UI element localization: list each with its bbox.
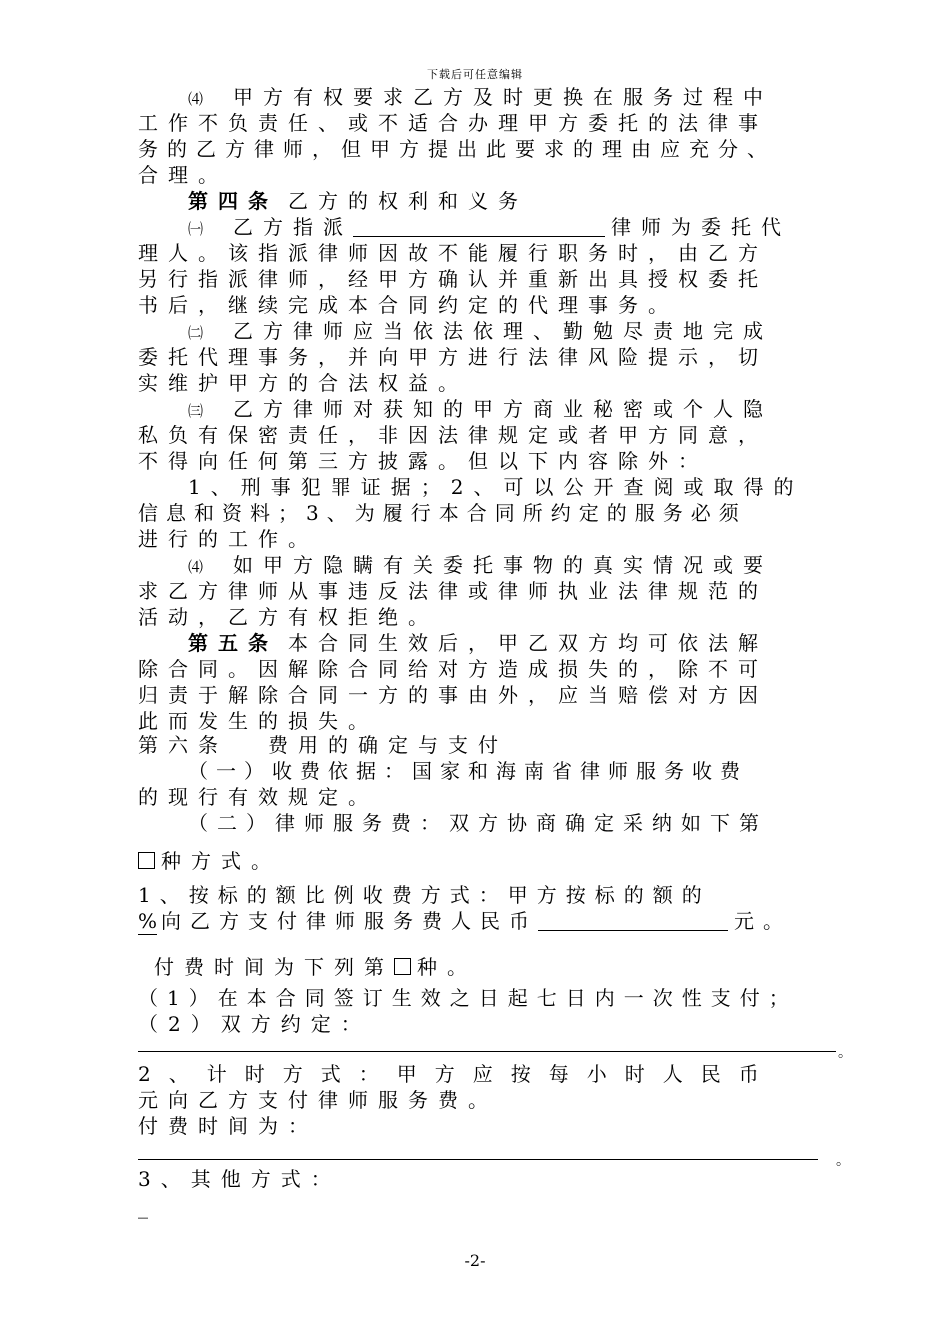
article-6-heading: 第六条 bbox=[138, 733, 228, 757]
period-2: 。 bbox=[836, 1153, 850, 1169]
article-5-heading: 第五条 bbox=[188, 631, 278, 655]
lawyer-name-blank[interactable] bbox=[353, 216, 605, 237]
art5-line-1: 第五条 本合同生效后，甲乙双方均可依法解 bbox=[188, 631, 768, 655]
art4-p1-line-1: ㈠ 乙方指派 律师为委托代 bbox=[188, 215, 792, 239]
s3-4-line-4: 合理。 bbox=[138, 163, 228, 187]
page-number: -2- bbox=[464, 1251, 486, 1270]
payment-time-blank-line[interactable] bbox=[138, 1159, 818, 1160]
method2-line-2: 元向乙方支付律师服务费。 bbox=[138, 1088, 498, 1112]
payment-option-2: （2）双方约定： bbox=[138, 1012, 371, 1036]
article-4-heading-line bbox=[138, 188, 828, 214]
trailing-underscore: _ bbox=[138, 1195, 148, 1219]
method2-line-3: 付费时间为： bbox=[138, 1114, 318, 1138]
method1-line-2: % 向乙方支付律师服务费人民币 元。 bbox=[138, 909, 793, 933]
period-1: 。 bbox=[838, 1045, 852, 1061]
art5-line-4: 此而发生的损失。 bbox=[138, 709, 378, 733]
art6-basis-line-1: （一）收费依据：国家和海南省律师服务收费 bbox=[188, 759, 748, 783]
page-header: 下载后可任意编辑 bbox=[427, 68, 523, 81]
fee-method-checkbox[interactable] bbox=[138, 852, 155, 869]
art4-p1-line-3: 另行指派律师，经甲方确认并重新出具授权委托 bbox=[138, 267, 768, 291]
art4-p3-line-1: ㈢ 乙方律师对获知的甲方商业秘密或个人隐 bbox=[188, 397, 774, 421]
payment-time-line: 付费时间为下列第 种。 bbox=[154, 955, 477, 979]
method2-line-1: 2、计时方式：甲方应按每小时人民币 bbox=[138, 1062, 777, 1086]
s3-4-line-2: 工作不负责任、或不适合办理甲方委托的法律事 bbox=[138, 111, 768, 135]
art4-p2-line-1: ㈡ 乙方律师应当依法依理、勤勉尽责地完成 bbox=[188, 319, 774, 343]
art5-line-2: 除合同。因解除合同给对方造成损失的，除不可 bbox=[138, 657, 768, 681]
art6-basis-line-2: 的现行有效规定。 bbox=[138, 785, 378, 809]
s3-4-num: ⑷ bbox=[188, 90, 214, 108]
art5-line-3: 归责于解除合同一方的事由外，应当赔偿对方因 bbox=[138, 683, 768, 707]
method3-line: 3、其他方式： bbox=[138, 1167, 341, 1191]
art4-p3-line-4: 1、刑事犯罪证据；2、可以公开查阅或取得的 bbox=[188, 475, 804, 499]
art6-fee-line-2: 种方式。 bbox=[138, 848, 828, 874]
percent-blank[interactable]: % bbox=[138, 909, 158, 933]
amount-blank[interactable] bbox=[538, 910, 728, 931]
article-4-title: 乙方的权利和义务 bbox=[288, 189, 528, 213]
art4-p3-line-2: 私负有保密责任，非因法律规定或者甲方同意， bbox=[138, 423, 768, 447]
art4-p1-line-2: 理人。该指派律师因故不能履行职务时，由乙方 bbox=[138, 241, 768, 265]
art4-p4-line-2: 求乙方律师从事违反法律或律师执业法律规范的 bbox=[138, 579, 768, 603]
art4-p3-line-3: 不得向任何第三方披露。但以下内容除外： bbox=[138, 449, 708, 473]
article-6-title: 费用的确定与支付 bbox=[268, 733, 508, 757]
art6-heading-line bbox=[138, 732, 828, 758]
art4-p2-line-2: 委托代理事务，并向甲方进行法律风险提示，切 bbox=[138, 345, 768, 369]
payment-option-1: （1）在本合同签订生效之日起七日内一次性支付； bbox=[138, 986, 798, 1010]
method1-line-1: 1、按标的额比例收费方式：甲方按标的额的 bbox=[138, 883, 711, 907]
payment-time-checkbox[interactable] bbox=[394, 958, 411, 975]
art4-p2-line-3: 实维护甲方的合法权益。 bbox=[138, 371, 468, 395]
art6-fee-line-1: （二）律师服务费：双方协商确定采纳如下第 bbox=[188, 811, 768, 835]
article-4-heading: 第四条 bbox=[188, 189, 278, 213]
agreement-blank-line[interactable] bbox=[138, 1051, 836, 1052]
art4-p1-line-4: 书后，继续完成本合同约定的代理事务。 bbox=[138, 293, 678, 317]
art4-p3-line-6: 进行的工作。 bbox=[138, 527, 318, 551]
s3-4-line-3: 务的乙方律师，但甲方提出此要求的理由应充分、 bbox=[138, 137, 776, 161]
art4-p4-line-1: ⑷ 如甲方隐瞒有关委托事物的真实情况或要 bbox=[188, 553, 774, 577]
art4-p4-line-3: 活动，乙方有权拒绝。 bbox=[138, 605, 438, 629]
art4-p3-line-5: 信息和资料；3、为履行本合同所约定的服务必须 bbox=[138, 501, 747, 525]
s3-4-line-1: ⑷ 甲方有权要求乙方及时更换在服务过程中 bbox=[188, 85, 774, 109]
